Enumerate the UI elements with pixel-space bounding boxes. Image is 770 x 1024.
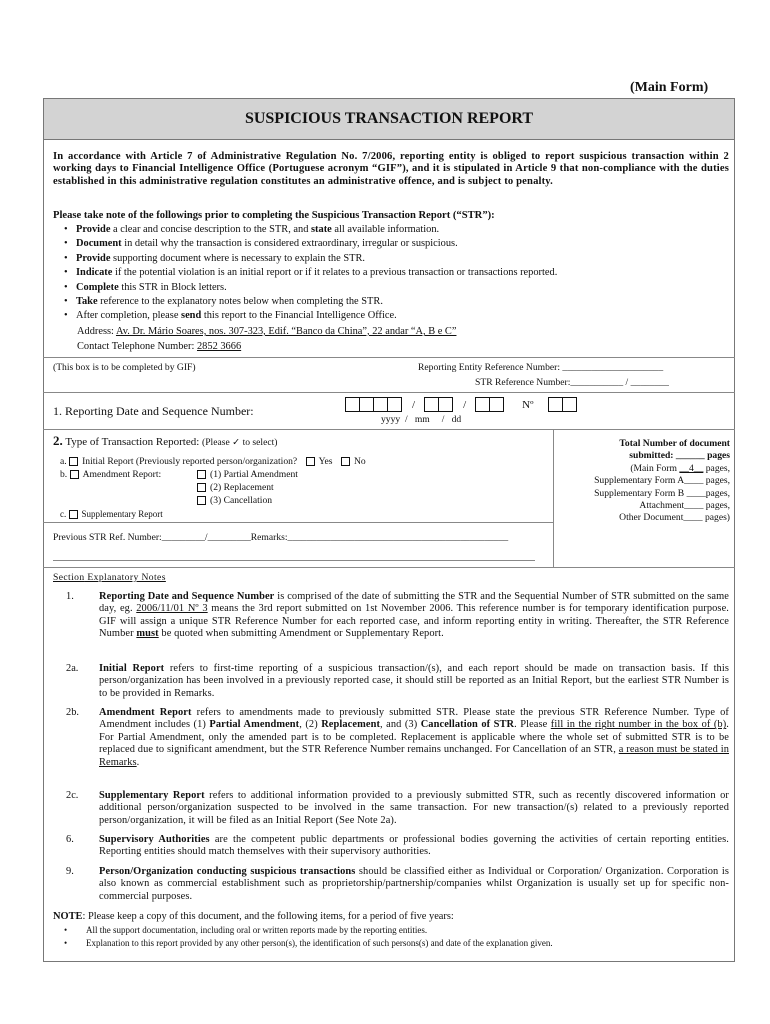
note-initial-report: Initial Report refers to first-time reporting of a suspicious transaction/(s), and each report should be made on transaction basis. If this person/organization has been involved in a previously reported case, it should still be reported as an Initial Report, but the earliest STR Number is to be provided in Remarks.	[99, 663, 729, 699]
note-keep-copy: NOTE: Please keep a copy of this document, and the following items, for a period of five years:	[53, 911, 454, 922]
divider	[43, 392, 735, 393]
note-reporting-date: Reporting Date and Sequence Number is comprised of the date of submitting the STR and the Sequential Number of STR submitted on the same day, eg. 2006/11/01 Nº 3 means the 3rd report submitted on 1st November 2006. This reference number is for temporary identification purpose. GIF will assign a unique STR Reference Number for each reported case, and inform reporting entity in writing. Thereafter, the STR Reference Number must be quoted when submitting Amendment or Supplementary Report.	[99, 591, 729, 640]
reporting-date-input[interactable]: / / Nº	[346, 395, 577, 413]
note-number: 1.	[66, 591, 74, 602]
entity-reference-number[interactable]: Reporting Entity Reference Number: _____________________	[418, 362, 664, 373]
note-number: 9.	[66, 866, 74, 877]
supplementary-b-pages[interactable]: Supplementary Form B ____pages,	[594, 487, 730, 499]
previous-str-field[interactable]: Previous STR Ref. Number:_________/_________Remarks:______________________________________________	[53, 532, 509, 543]
no-checkbox[interactable]	[341, 457, 350, 466]
option-supplementary-report[interactable]: c. Supplementary Report	[60, 509, 163, 519]
option-amendment-report[interactable]: b. Amendment Report:	[60, 469, 162, 480]
note-number: 2c.	[66, 790, 79, 801]
note-supervisory-authorities: Supervisory Authorities are the competent public departments or professional bodies governing the activities of certain reporting entities. Reporting entities should match themselves with their supervisory authorities.	[99, 834, 729, 858]
divider	[43, 357, 735, 358]
intro-notice: Please take note of the followings prior to completing the Suspicious Transaction Report (“STR”):	[53, 210, 495, 221]
document-count: Total Number of document submitted: ______ pages (Main Form __4__ pages, Supplementary Form A____ pages, Supplementary Form B ____pages, Attachment____ pages, Other Document____ pages)	[556, 438, 730, 525]
divider	[43, 567, 735, 568]
gif-box-note: (This box is to be completed by GIF)	[53, 362, 196, 373]
list-item: • Indicate if the potential violation is an initial report or if it relates to a previous transaction or transactions reported.	[62, 266, 732, 280]
note-list	[62, 924, 732, 949]
list-item: • Complete this STR in Block letters.	[62, 281, 732, 295]
form-title: SUSPICIOUS TRANSACTION REPORT	[43, 98, 735, 140]
divider	[553, 429, 554, 567]
note-amendment-report: Amendment Report refers to amendments made to previously submitted STR. Please state the previous STR Reference Number. Type of Amendment includes (1) Partial Amendment, (2) Replacement, and (3) Cancellation of STR. Please fill in the right number in the box of (b). For Partial Amendment, only the amended part is to be completed. Replacement is applicable where the whole set of submitted STR is to be replaced due to significant amendment, but the STR Reference Number remains unchanged. For Cancellation of an STR, a reason must be stated in Remarks.	[99, 707, 729, 768]
date-format-hint: yyyy / mm / dd	[381, 414, 462, 425]
yes-checkbox[interactable]	[306, 457, 315, 466]
list-item: • Provide a clear and concise description to the STR, and state all available information.	[62, 223, 732, 237]
other-document-pages[interactable]: Other Document____ pages)	[619, 512, 730, 524]
list-item: • Take reference to the explanatory notes below when completing the STR.	[62, 295, 732, 309]
list-item: • Explanation to this report provided by any other person(s), the identification of such persons(s) and date of the explanation given.	[62, 937, 732, 950]
note-supplementary-report: Supplementary Report refers to additional information provided to a previously submitted STR, such as recently discovered information or additional person/organization suspected to be involved in the same transaction. For new transaction/(s) related to a previously reported person/organization, it will be filed as an Initial Report (See Note 2a).	[99, 790, 729, 826]
notes-heading: Section Explanatory Notes	[53, 572, 166, 583]
list-item: • Provide supporting document where is necessary to explain the STR.	[62, 252, 732, 266]
note-number: 2a.	[66, 663, 79, 674]
gif-address: Address: Av. Dr. Mário Soares, nos. 307-323, Edif. “Banco da China”, 22 andar “A, B e C”	[77, 326, 457, 337]
transaction-type-label: 2. Type of Transaction Reported: (Please ✓ to select)	[53, 433, 278, 448]
list-item: • All the support documentation, including oral or written reports made by the reporting entities.	[62, 924, 732, 937]
option-partial-amendment[interactable]: (1) Partial Amendment	[197, 469, 298, 480]
list-item: • After completion, please send this report to the Financial Intelligence Office.	[62, 309, 732, 323]
str-reference-number[interactable]: STR Reference Number:___________ / ________	[475, 377, 669, 388]
supplementary-a-pages[interactable]: Supplementary Form A____ pages,	[594, 475, 730, 487]
note-number: 2b.	[66, 707, 79, 718]
divider	[43, 429, 735, 430]
attachment-pages[interactable]: Attachment____ pages,	[639, 500, 730, 512]
main-form-pages[interactable]: (Main Form __4__ pages,	[630, 462, 730, 474]
option-replacement[interactable]: (2) Replacement	[197, 482, 274, 493]
gif-phone: Contact Telephone Number: 2852 3666	[77, 341, 242, 352]
intro-paragraph: In accordance with Article 7 of Administrative Regulation No. 7/2006, reporting entity is obliged to report suspicious transaction within 2 working days to Financial Intelligence Office (Portuguese acronym “GIF”), and it is stipulated in Article 9 that non-compliance with the duties established in this administrative regulation constitutes an administrative offence, and is subject to penalty.	[53, 151, 729, 187]
note-person-organization: Person/Organization conducting suspicious transactions should be classified either as Individual or Corporation/ Organization. Corporation is also known as commercial establishment such as proprietorship/partnership/companies whilst Organization is usually set up for specific non-commercial purposes.	[99, 866, 729, 902]
option-initial-report[interactable]: a. Initial Report (Previously reported person/organization? Yes No	[60, 456, 366, 467]
note-number: 6.	[66, 834, 74, 845]
option-cancellation[interactable]: (3) Cancellation	[197, 495, 272, 506]
reporting-date-label: 1. Reporting Date and Sequence Number:	[53, 404, 254, 418]
remarks-line[interactable]	[53, 560, 535, 561]
instruction-list	[62, 223, 732, 324]
list-item: • Document in detail why the transaction is considered extraordinary, irregular or suspicious.	[62, 237, 732, 251]
divider	[43, 522, 553, 523]
main-form-label: (Main Form)	[630, 80, 709, 95]
